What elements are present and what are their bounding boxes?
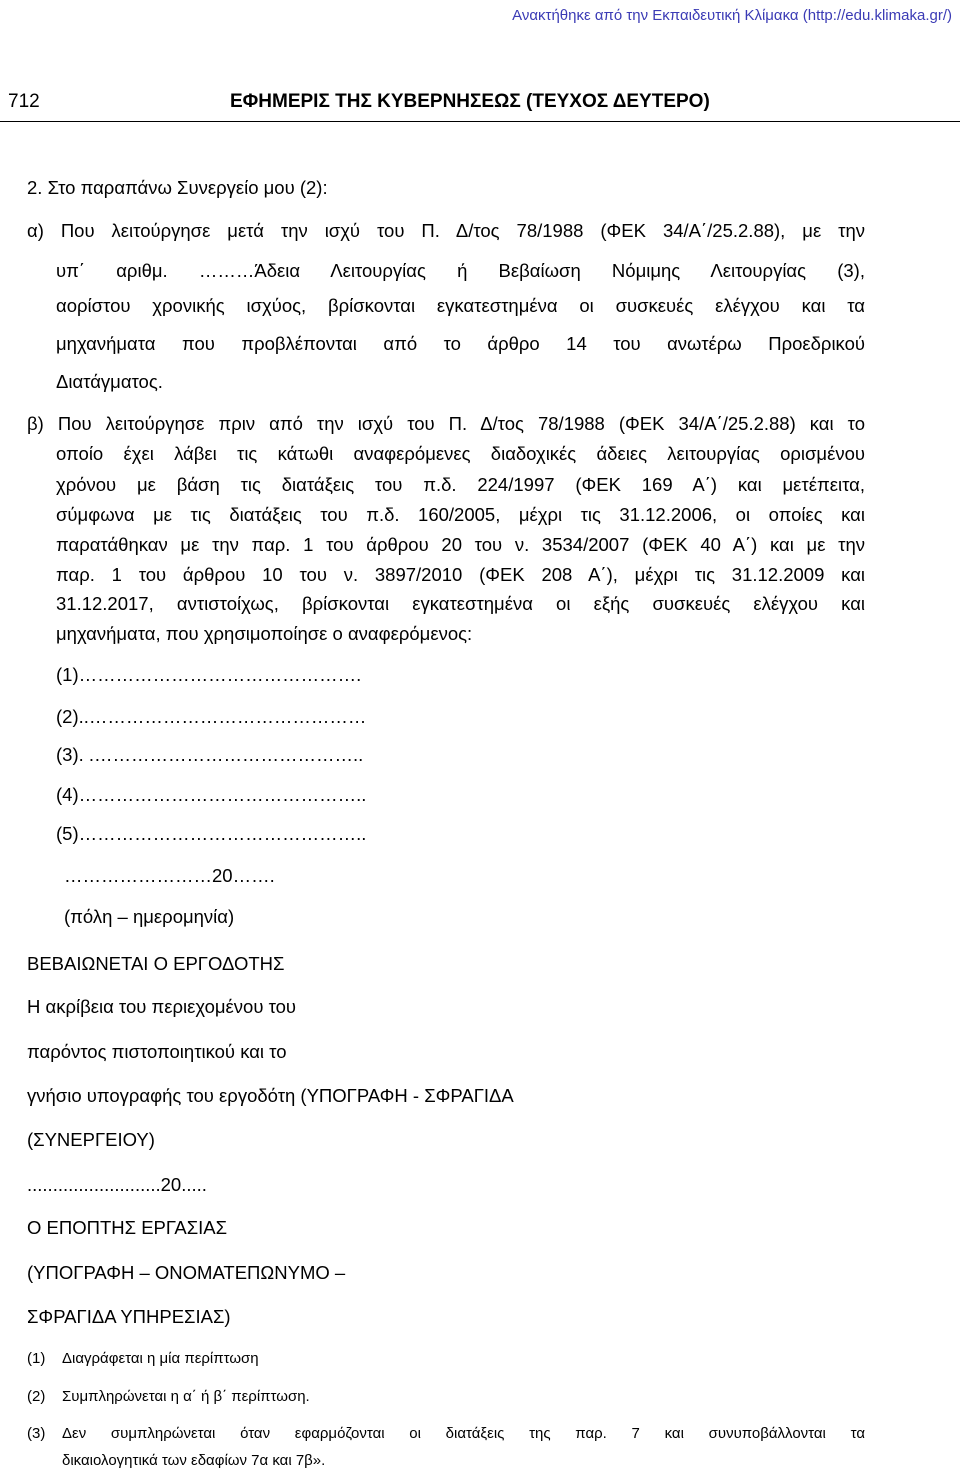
footnote-text: Δεν συμπληρώνεται όταν εφαρμόζονται οι διατάξεις της παρ. 7 και συνυποβάλλονται τα <box>62 1425 865 1442</box>
signature-line: γνήσιο υπογραφής του εργοδότη (ΥΠΟΓΡΑΦΗ - ΣΦΡΑΓΙΔΑ <box>27 1085 514 1106</box>
case-a-line: μηχανήματα που προβλέπονται από το άρθρο 14 του ανωτέρω Προεδρικού <box>56 333 865 354</box>
signature-line: παρόντος πιστοποιητικού και το <box>27 1041 287 1062</box>
employer-title: ΒΕΒΑΙΩΝΕΤΑΙ Ο ΕΡΓΟΔΟΤΗΣ <box>27 953 285 974</box>
case-b-line: οποίο έχει λάβει τις κάτωθι αναφερόμενες διαδοχικές άδειες λειτουργίας ορισμένου <box>56 443 865 464</box>
case-b-line: χρόνου με βάση τις διατάξεις του π.δ. 224/1997 (ΦΕΚ 169 Α΄) και μετέπειτα, <box>56 474 865 495</box>
footnote <box>27 1350 259 1367</box>
footnote-number: (2) <box>27 1388 46 1405</box>
footnote-text: Διαγράφεται η μία περίπτωση <box>62 1350 259 1367</box>
section-heading: 2. Στο παραπάνω Συνεργείο μου (2): <box>27 177 328 198</box>
header-divider <box>0 121 960 122</box>
signature-line: ..........................20..... <box>27 1174 207 1195</box>
case-b-line: παρατάθηκαν με την παρ. 1 του άρθρου 20 του ν. 3534/2007 (ΦΕΚ 40 Α΄) και με την <box>56 534 865 555</box>
footnote-continuation: δικαιολογητικά των εδαφίων 7α και 7β». <box>62 1452 326 1469</box>
page-number: 712 <box>8 91 40 112</box>
page-title: ΕΦΗΜΕΡΙΣ ΤΗΣ ΚΥΒΕΡΝΗΣΕΩΣ (ΤΕΥΧΟΣ ΔΕΥΤΕΡΟ) <box>230 91 710 112</box>
footnote-text: Συμπληρώνεται η α΄ ή β΄ περίπτωση. <box>62 1388 310 1405</box>
footnote <box>27 1425 865 1442</box>
equipment-item: (3). .…………………………………….. <box>56 744 364 765</box>
equipment-item: (2)..……………………………………… <box>56 706 367 727</box>
footnote-number: (1) <box>27 1350 46 1367</box>
footnote-number: (3) <box>27 1425 46 1442</box>
case-b-line: σύμφωνα με τις διατάξεις του π.δ. 160/2005, μέχρι τις 31.12.2006, οι οποίες και <box>56 504 865 525</box>
footnote <box>27 1388 310 1405</box>
case-a-line: α) Που λειτούργησε μετά την ισχύ του Π. Δ/τος 78/1988 (ΦΕΚ 34/Α΄/25.2.88), με την <box>27 220 865 241</box>
inspector-line: ΣΦΡΑΓΙΔΑ ΥΠΗΡΕΣΙΑΣ) <box>27 1306 231 1327</box>
case-a-line: αορίστου χρονικής ισχύος, βρίσκονται εγκατεστημένα οι συσκευές ελέγχου και τα <box>56 295 865 316</box>
watermark: Ανακτήθηκε από την Εκπαιδευτική Κλίμακα (http://edu.klimaka.gr/) <box>512 7 952 24</box>
inspector-title: Ο ΕΠΟΠΤΗΣ ΕΡΓΑΣΙΑΣ <box>27 1217 228 1238</box>
equipment-item: (4)……………………………………….. <box>56 784 367 805</box>
case-b-line: β) Που λειτούργησε πριν από την ισχύ του Π. Δ/τος 78/1988 (ΦΕΚ 34/Α΄/25.2.88) και το <box>27 413 865 434</box>
case-b-line: μηχανήματα, που χρησιμοποίησε ο αναφερόμενος: <box>56 623 473 644</box>
case-a-line: υπ΄ αριθμ. ………Άδεια Λειτουργίας ή Βεβαίωση Νόμιμης Λειτουργίας (3), <box>56 260 865 281</box>
case-a-line: Διατάγματος. <box>56 371 163 392</box>
inspector-line: (ΥΠΟΓΡΑΦΗ – ΟΝΟΜΑΤΕΠΩΝΥΜΟ – <box>27 1262 346 1283</box>
place-date-label: (πόλη – ημερομηνία) <box>64 906 235 927</box>
equipment-item: (5)……………………………………….. <box>56 823 367 844</box>
case-b-line: παρ. 1 του άρθρου 10 του ν. 3897/2010 (ΦΕΚ 208 Α΄), μέχρι τις 31.12.2009 και <box>56 564 865 585</box>
case-b-line: 31.12.2017, αντιστοίχως, βρίσκονται εγκατεστημένα οι εξής συσκευές ελέγχου και <box>56 593 865 614</box>
date-line: ……………………20……. <box>64 865 275 886</box>
signature-line: Η ακρίβεια του περιεχομένου του <box>27 996 297 1017</box>
signature-line: (ΣΥΝΕΡΓΕΙΟΥ) <box>27 1129 155 1150</box>
equipment-item: (1)………………………………………. <box>56 664 362 685</box>
